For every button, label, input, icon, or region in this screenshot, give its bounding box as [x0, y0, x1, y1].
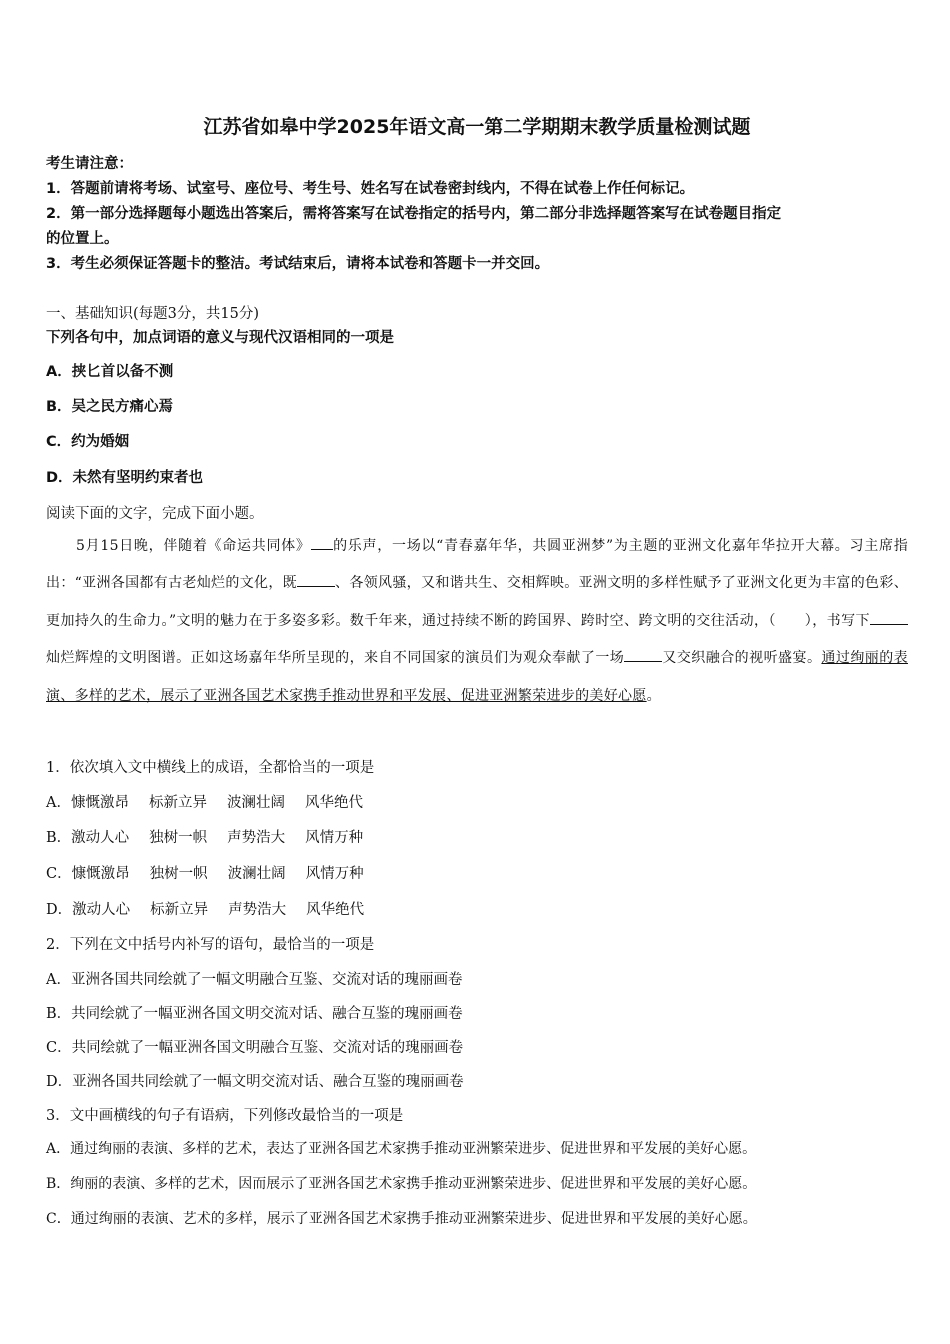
q3-stem: 3．文中画横线的句子有语病，下列修改最恰当的一项是	[46, 1108, 404, 1124]
passage-end: 。	[646, 687, 661, 704]
notice-item-2-cont: 的位置上。	[46, 231, 119, 247]
fill-blank	[311, 535, 333, 550]
q1-option-a: A．慷慨激昂 标新立异 波澜壮阔 风华绝代	[46, 795, 363, 811]
passage-part-3: 、各领风骚，又和谐共生、交相辉映。亚洲文明的多样性赋予了亚洲文化更为丰富的色彩、更加持久的生命力。”文明的魅力在于多姿多彩。数千年来，通过持续不断的跨国界、跨时空、跨文明的交往活动，（ ），书写下	[46, 575, 909, 629]
fill-blank	[624, 647, 662, 662]
section-question: 下列各句中，加点词语的意义与现代汉语相同的一项是	[46, 330, 394, 346]
section-heading: 一、基础知识(每题3分，共15分)	[46, 306, 259, 322]
q2-option-b: B．共同绘就了一幅亚洲各国文明交流对话、融合互鉴的瑰丽画卷	[46, 1006, 463, 1022]
q1-option-c: C．慷慨激昂 独树一帜 波澜壮阔 风情万种	[46, 866, 364, 882]
passage-part-4: 灿烂辉煌的文明图谱。正如这场嘉年华所呈现的，来自不同国家的演员们为观众奉献了一场	[46, 650, 625, 667]
reading-passage	[46, 528, 908, 715]
passage-part-2: 的乐声，一场以“青春嘉年华，共圆亚洲梦”为主题的亚洲文化嘉年华拉开大幕。习主席指出：“亚洲各国都有古老灿烂的文化，既	[46, 538, 908, 592]
notice-item-1: 1．答题前请将考场、试室号、座位号、考生号、姓名写在试卷密封线内，不得在试卷上作任何标记。	[46, 181, 695, 197]
section-option-b: B．吴之民方痛心焉	[46, 399, 174, 415]
q2-option-a: A．亚洲各国共同绘就了一幅文明融合互鉴、交流对话的瑰丽画卷	[46, 972, 463, 988]
q2-stem: 2．下列在文中括号内补写的语句，最恰当的一项是	[46, 937, 375, 953]
q2-option-d: D．亚洲各国共同绘就了一幅文明交流对话、融合互鉴的瑰丽画卷	[46, 1074, 464, 1090]
q3-option-b: B．绚丽的表演、多样的艺术，因而展示了亚洲各国艺术家携手推动亚洲繁荣进步、促进世界和平发展的美好心愿。	[46, 1176, 757, 1192]
notice-item-3: 3．考生必须保证答题卡的整洁。考试结束后，请将本试卷和答题卡一并交回。	[46, 256, 550, 272]
section-option-d: D．未然有坚明约束者也	[46, 470, 204, 486]
underlined-sentence: 通过绚丽的表演、多样的艺术，展示了亚洲各国艺术家携手推动世界和平发展、促进亚洲繁荣进步的美好心愿	[46, 650, 908, 704]
q3-option-c: C．通过绚丽的表演、艺术的多样，展示了亚洲各国艺术家携手推动亚洲繁荣进步、促进世界和平发展的美好心愿。	[46, 1211, 757, 1227]
page-title: 江苏省如皋中学2025年语文高一第二学期期末教学质量检测试题	[203, 116, 751, 138]
passage-part-5: 又交织融合的视听盛宴。	[662, 650, 822, 667]
passage-part-1: 5月15日晚，伴随着《命运共同体》	[76, 538, 311, 554]
reading-intro: 阅读下面的文字，完成下面小题。	[46, 506, 264, 522]
notice-heading: 考生请注意：	[46, 156, 133, 172]
notice-item-2: 2．第一部分选择题每小题选出答案后，需将答案写在试卷指定的括号内，第二部分非选择题答案写在试卷题目指定	[46, 206, 782, 222]
section-option-a: A．挟匕首以备不测	[46, 364, 174, 380]
q1-option-b: B．激动人心 独树一帜 声势浩大 风情万种	[46, 830, 364, 846]
section-option-c: C．约为婚姻	[46, 434, 130, 450]
q2-option-c: C．共同绘就了一幅亚洲各国文明融合互鉴、交流对话的瑰丽画卷	[46, 1040, 464, 1056]
q1-stem: 1．依次填入文中横线上的成语，全都恰当的一项是	[46, 760, 375, 776]
q3-option-a: A．通过绚丽的表演、多样的艺术，表达了亚洲各国艺术家携手推动亚洲繁荣进步、促进世界和平发展的美好心愿。	[46, 1141, 757, 1157]
fill-blank	[870, 610, 908, 625]
q1-option-d: D．激动人心 标新立异 声势浩大 风华绝代	[46, 902, 365, 918]
fill-blank	[297, 572, 335, 587]
